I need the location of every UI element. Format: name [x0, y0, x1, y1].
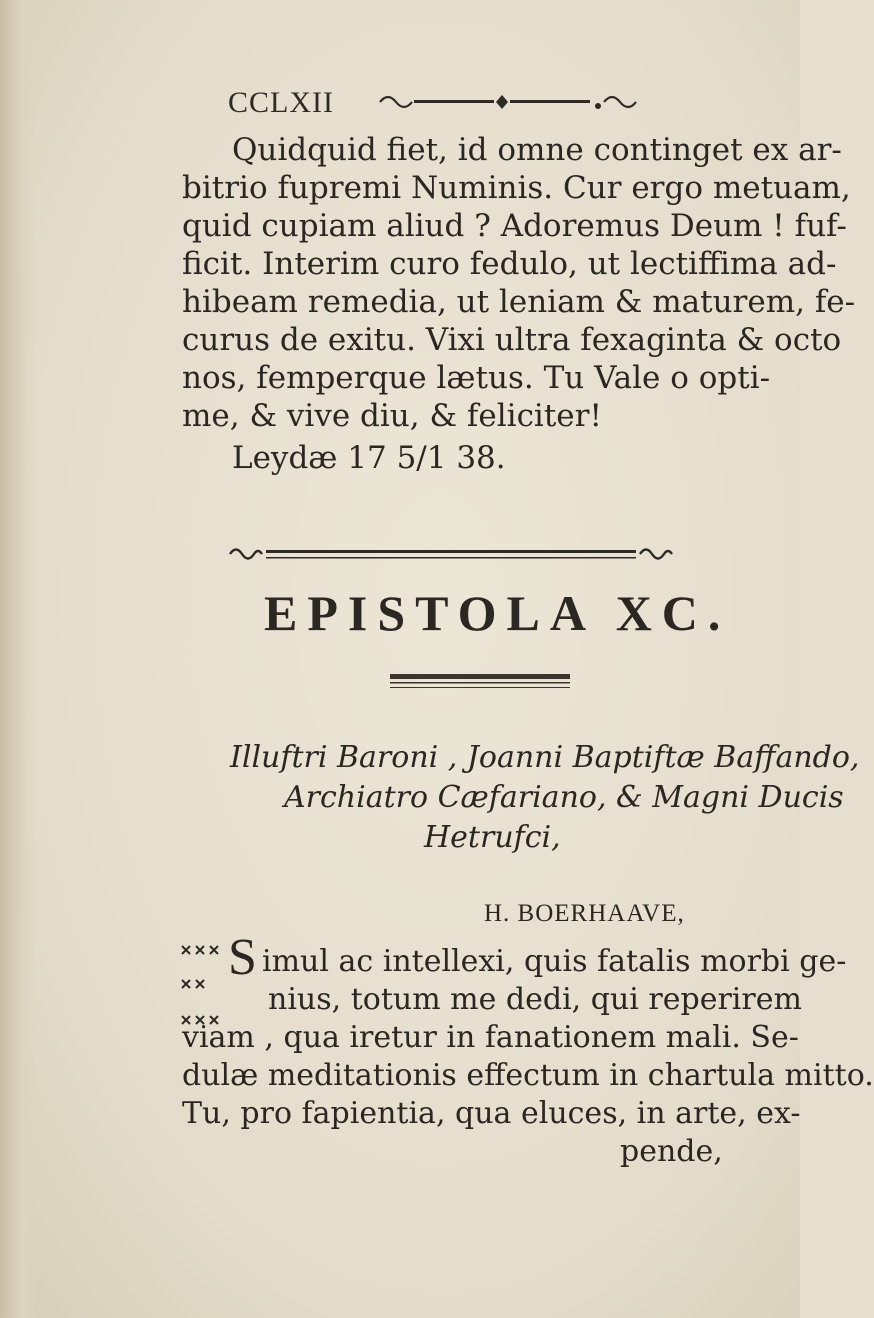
title-rule — [390, 672, 570, 692]
running-header — [228, 82, 668, 122]
text-line: hibeam remedia, ut leniam & maturem, fe- — [182, 284, 856, 320]
text-line: nius, totum me dedi, qui reperirem — [268, 982, 802, 1017]
text-line: me, & vive diu, & feliciter! — [182, 398, 602, 434]
text-line: Quidquid fiet, id omne continget ex ar- — [232, 132, 842, 168]
signature: H. BOERHAAVE, — [484, 900, 685, 927]
text-line: quid cupiam aliud ? Adoremus Deum ! fuf- — [182, 208, 847, 244]
text-line: imul ac intellexi, quis fatalis morbi ge- — [262, 944, 847, 979]
drop-cap-ornament — [178, 940, 222, 1032]
address-line: Illuftri Baroni , Joanni Baptiftæ Baffando, — [230, 740, 860, 775]
address-line: Hetrufci, — [424, 820, 561, 855]
text-line: dulæ meditationis effectum in chartula mitto. — [182, 1058, 874, 1093]
section-divider-ornament — [228, 540, 683, 570]
place-date: Leydæ 17 5/1 38. — [232, 440, 506, 476]
text-line: viam , qua iretur in fanationem mali. Se- — [182, 1020, 799, 1055]
header-ornament — [378, 88, 648, 116]
catchword: pende, — [620, 1134, 723, 1169]
address-line: Archiatro Cæfariano, & Magni Ducis — [284, 780, 844, 815]
page-number: CCLXII — [228, 86, 334, 119]
text-line: curus de exitu. Vixi ultra fexaginta & octo — [182, 322, 842, 358]
text-line: nos, femperque lætus. Tu Vale o opti- — [182, 360, 771, 396]
text-line: ficit. Interim curo fedulo, ut lectiffima ad- — [182, 246, 837, 282]
drop-cap-initial: S — [228, 929, 257, 986]
text-line: Tu, pro fapientia, qua eluces, in arte, ex- — [182, 1096, 801, 1131]
text-line: bitrio fupremi Numinis. Cur ergo metuam, — [182, 170, 851, 206]
epistola-title: EPISTOLA XC. — [264, 585, 731, 641]
page-gutter-shadow — [0, 0, 38, 1318]
